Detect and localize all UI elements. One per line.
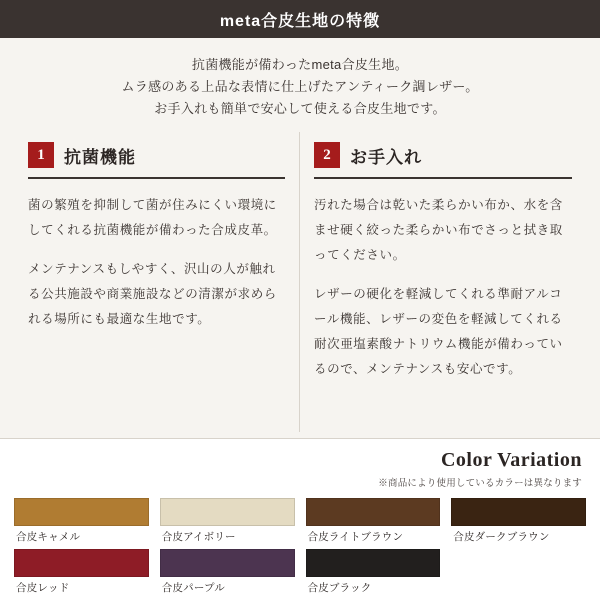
feature-paragraph: レザーの硬化を軽減してくれる準耐アルコール機能、レザーの変色を軽減してくれる耐次亜塩素酸ナトリウム機能が備わっているので、メンテナンスも安心です。 [314, 287, 563, 376]
feature-paragraph: 汚れた場合は乾いた柔らかい布か、水を含ませ硬く絞った柔らかい布でさっと拭き取ってください。 [314, 198, 563, 262]
swatch-label: 合皮ブラック [307, 582, 372, 594]
color-variation-title: Color Variation [440, 449, 582, 471]
swatch-chip[interactable] [451, 498, 586, 526]
swatch-label: 合皮ライトブラウン [307, 531, 404, 543]
swatch-chip[interactable] [160, 549, 295, 577]
color-variation-section [0, 438, 600, 600]
intro-line-1: 抗菌機能が備わったmeta合皮生地。 [191, 57, 409, 72]
feature-paragraph: 菌の繁殖を抑制して菌が住みにくい環境にしてくれる抗菌機能が備わった合成皮革。 [28, 198, 277, 237]
feature-paragraph: メンテナンスもしやすく、沢山の人が触れる公共施設や商業施設などの清潔が求められる場所にも最適な生地です。 [28, 262, 277, 326]
feature-number-badge: 2 [314, 142, 340, 168]
swatch-chip[interactable] [306, 549, 441, 577]
swatch-chip[interactable] [14, 549, 149, 577]
feature-column-antibacterial [14, 132, 300, 432]
swatch-label: 合皮アイボリー [161, 531, 236, 543]
swatch-label: 合皮ダークブラウン [453, 531, 550, 543]
swatch-chip[interactable] [14, 498, 149, 526]
feature-column-header [28, 142, 285, 179]
feature-number-badge: 1 [28, 142, 54, 168]
intro-line-2: ムラ感のある上品な表情に仕上げたアンティーク調レザー。 [121, 79, 479, 94]
swatch-item[interactable] [306, 549, 441, 597]
color-variation-header [14, 449, 586, 489]
feature-column-title: 抗菌機能 [64, 147, 136, 167]
page-title: meta合皮生地の特徴 [219, 12, 381, 30]
feature-columns [0, 132, 600, 432]
swatch-label: 合皮キャメル [16, 531, 81, 543]
swatch-label: 合皮パープル [161, 582, 226, 594]
swatch-item[interactable] [451, 498, 586, 546]
swatch-item[interactable] [14, 498, 149, 546]
feature-column-care [300, 132, 586, 432]
page-header [0, 0, 600, 38]
swatch-chip[interactable] [160, 498, 295, 526]
swatch-item[interactable] [306, 498, 441, 546]
swatch-item[interactable] [160, 498, 295, 546]
swatch-grid [14, 498, 586, 597]
feature-column-title: お手入れ [350, 147, 422, 167]
color-variation-note: ※商品により使用しているカラーは異なります [378, 478, 582, 489]
swatch-item[interactable] [160, 549, 295, 597]
swatch-label: 合皮レッド [16, 582, 70, 594]
intro-block [0, 38, 600, 132]
intro-line-3: お手入れも簡単で安心して使える合皮生地です。 [154, 101, 446, 116]
swatch-item-empty [451, 549, 586, 597]
feature-column-header [314, 142, 572, 179]
swatch-chip[interactable] [306, 498, 441, 526]
swatch-item[interactable] [14, 549, 149, 597]
